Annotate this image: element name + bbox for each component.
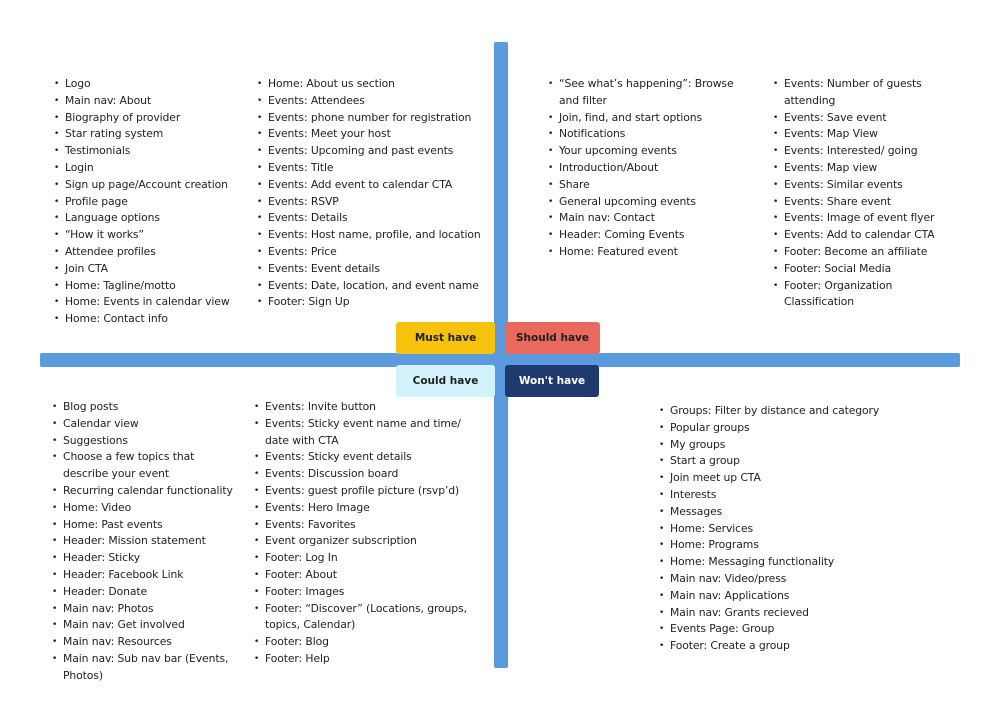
should-have-list-2 — [773, 76, 963, 311]
list-item: • Events: Price — [257, 244, 482, 261]
list-item: • Star rating system — [54, 126, 244, 143]
should-have-label: Should have — [505, 322, 600, 354]
list-item: • Interests — [659, 487, 899, 504]
should-have-list-1 — [548, 76, 748, 261]
list-item: • Footer: Blog — [254, 634, 469, 651]
list-item: • Events: Add event to calendar CTA — [257, 177, 482, 194]
list-item: • Events: Similar events — [773, 177, 963, 194]
wont-have-label: Won't have — [505, 365, 599, 397]
list-item: • Attendee profiles — [54, 244, 244, 261]
list-item: • Join meet up CTA — [659, 470, 899, 487]
list-item: • Events: Map view — [773, 160, 963, 177]
list-item: • Events: Invite button — [254, 399, 469, 416]
list-item: • Events: Discussion board — [254, 466, 469, 483]
list-item: • Events: Date, location, and event name — [257, 278, 482, 295]
list-item: • Footer: Become an affiliate — [773, 244, 963, 261]
list-item: • Events: Interested/ going — [773, 143, 963, 160]
list-item: • Home: Services — [659, 521, 899, 538]
list-item: • Main nav: Contact — [548, 210, 748, 227]
list-item: • Events Page: Group — [659, 621, 899, 638]
list-item: • Footer: Organization Classification — [773, 278, 963, 312]
list-item: • Share — [548, 177, 748, 194]
list-item: • Header: Sticky — [52, 550, 242, 567]
list-item: • Home: Events in calendar view — [54, 294, 244, 311]
list-item: • Home: About us section — [257, 76, 482, 93]
list-item: • Header: Mission statement — [52, 533, 242, 550]
list-item: • Main nav: Resources — [52, 634, 242, 651]
list-item: • My groups — [659, 437, 899, 454]
list-item: • Main nav: Photos — [52, 601, 242, 618]
list-item: • Header: Donate — [52, 584, 242, 601]
list-item: • Profile page — [54, 194, 244, 211]
list-item: • Home: Tagline/motto — [54, 278, 244, 295]
list-item: • Footer: About — [254, 567, 469, 584]
list-item: • Footer: “Discover” (Locations, groups, topics, Calendar) — [254, 601, 469, 635]
list-item: • “How it works” — [54, 227, 244, 244]
list-item: • Events: Upcoming and past events — [257, 143, 482, 160]
list-item: • Footer: Log In — [254, 550, 469, 567]
list-item: • Suggestions — [52, 433, 242, 450]
list-item: • Events: Sticky event details — [254, 449, 469, 466]
could-have-label: Could have — [396, 365, 495, 397]
list-item: • Login — [54, 160, 244, 177]
list-item: • Home: Featured event — [548, 244, 748, 261]
list-item: • Main nav: Get involved — [52, 617, 242, 634]
list-item: • Notifications — [548, 126, 748, 143]
list-item: • Home: Programs — [659, 537, 899, 554]
could-have-list-1 — [52, 399, 242, 685]
list-item: • Main nav: About — [54, 93, 244, 110]
list-item: • Events: Map View — [773, 126, 963, 143]
list-item: • Calendar view — [52, 416, 242, 433]
list-item: • Events: Title — [257, 160, 482, 177]
list-item: • Footer: Create a group — [659, 638, 899, 655]
list-item: • Event organizer subscription — [254, 533, 469, 550]
list-item: • General upcoming events — [548, 194, 748, 211]
list-item: • Popular groups — [659, 420, 899, 437]
list-item: • Footer: Sign Up — [257, 294, 482, 311]
list-item: • Home: Past events — [52, 517, 242, 534]
list-item: • Events: Host name, profile, and location — [257, 227, 482, 244]
list-item: • Introduction/About — [548, 160, 748, 177]
horizontal-axis — [40, 353, 960, 367]
list-item: • Groups: Filter by distance and category — [659, 403, 899, 420]
list-item: • Events: Event details — [257, 261, 482, 278]
list-item: • Home: Video — [52, 500, 242, 517]
list-item: • Events: Sticky event name and time/ date with CTA — [254, 416, 469, 450]
list-item: • Main nav: Grants recieved — [659, 605, 899, 622]
could-have-list-2 — [254, 399, 469, 668]
list-item: • Language options — [54, 210, 244, 227]
list-item: • Your upcoming events — [548, 143, 748, 160]
list-item: • Events: Meet your host — [257, 126, 482, 143]
list-item: • Messages — [659, 504, 899, 521]
list-item: • Events: Number of guests attending — [773, 76, 963, 110]
must-have-list-2 — [257, 76, 482, 311]
list-item: • Events: phone number for registration — [257, 110, 482, 127]
list-item: • Header: Coming Events — [548, 227, 748, 244]
list-item: • Footer: Images — [254, 584, 469, 601]
list-item: • Start a group — [659, 453, 899, 470]
list-item: • Events: Image of event flyer — [773, 210, 963, 227]
list-item: • Header: Facebook Link — [52, 567, 242, 584]
list-item: • Events: Save event — [773, 110, 963, 127]
list-item: • Events: Details — [257, 210, 482, 227]
list-item: • Main nav: Video/press — [659, 571, 899, 588]
list-item: • Events: guest profile picture (rsvp’d) — [254, 483, 469, 500]
list-item: • Events: Hero Image — [254, 500, 469, 517]
wont-have-list — [659, 403, 899, 655]
list-item: • Logo — [54, 76, 244, 93]
list-item: • Blog posts — [52, 399, 242, 416]
list-item: • Main nav: Sub nav bar (Events, Photos) — [52, 651, 242, 685]
list-item: • Footer: Social Media — [773, 261, 963, 278]
list-item: • Join CTA — [54, 261, 244, 278]
list-item: • Recurring calendar functionality — [52, 483, 242, 500]
must-have-list-1 — [54, 76, 244, 328]
list-item: • Home: Messaging functionality — [659, 554, 899, 571]
list-item: • Events: Add to calendar CTA — [773, 227, 963, 244]
list-item: • Choose a few topics that describe your event — [52, 449, 242, 483]
list-item: • Events: Share event — [773, 194, 963, 211]
must-have-label: Must have — [396, 322, 495, 354]
list-item: • Join, find, and start options — [548, 110, 748, 127]
list-item: • Main nav: Applications — [659, 588, 899, 605]
list-item: • Footer: Help — [254, 651, 469, 668]
list-item: • Events: Attendees — [257, 93, 482, 110]
list-item: • Testimonials — [54, 143, 244, 160]
list-item: • Events: RSVP — [257, 194, 482, 211]
list-item: • “See what’s happening”: Browse and filter — [548, 76, 748, 110]
list-item: • Home: Contact info — [54, 311, 244, 328]
list-item: • Biography of provider — [54, 110, 244, 127]
list-item: • Sign up page/Account creation — [54, 177, 244, 194]
list-item: • Events: Favorites — [254, 517, 469, 534]
